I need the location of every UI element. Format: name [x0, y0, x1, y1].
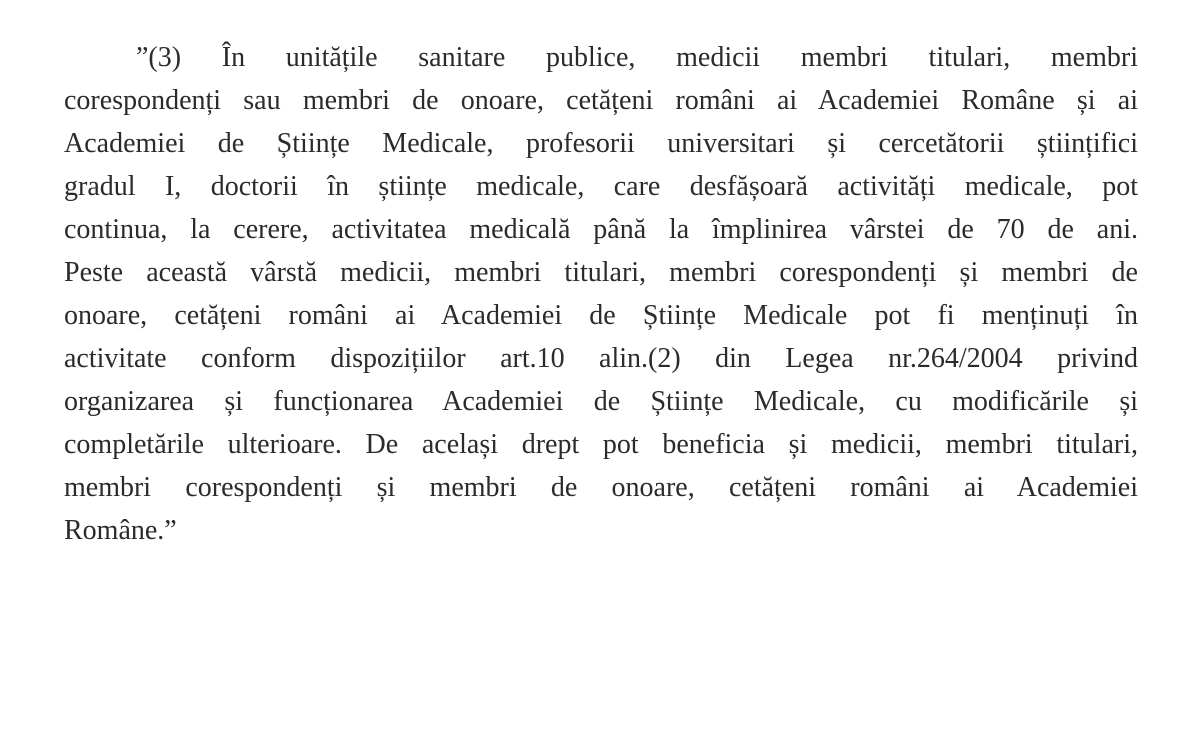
text-line: Academiei de Științe Medicale, profesorii universitari și cercetătorii științifici — [64, 128, 1138, 159]
text-line: gradul I, doctorii în științe medicale, care desfășoară activități medicale, pot — [64, 171, 1138, 202]
law-paragraph — [64, 36, 1138, 552]
text-line: Române.” — [64, 515, 177, 546]
text-line: corespondenți sau membri de onoare, cetățeni români ai Academiei Române și ai — [64, 85, 1138, 116]
text-line: continua, la cerere, activitatea medicală până la împlinirea vârstei de 70 de ani. — [64, 214, 1138, 245]
text-line: membri corespondenți și membri de onoare, cetățeni români ai Academiei — [64, 472, 1138, 503]
text-line: activitate conform dispozițiilor art.10 alin.(2) din Legea nr.264/2004 privind — [64, 343, 1138, 374]
text-line: completările ulterioare. De același drept pot beneficia și medicii, membri titulari, — [64, 429, 1138, 460]
text-line: ”(3) În unitățile sanitare publice, medicii membri titulari, membri — [136, 42, 1138, 73]
text-line: onoare, cetățeni români ai Academiei de Științe Medicale pot fi menținuți în — [64, 300, 1138, 331]
text-line: organizarea și funcționarea Academiei de Științe Medicale, cu modificările și — [64, 386, 1138, 417]
text-line: Peste această vârstă medicii, membri titulari, membri corespondenți și membri de — [64, 257, 1138, 288]
